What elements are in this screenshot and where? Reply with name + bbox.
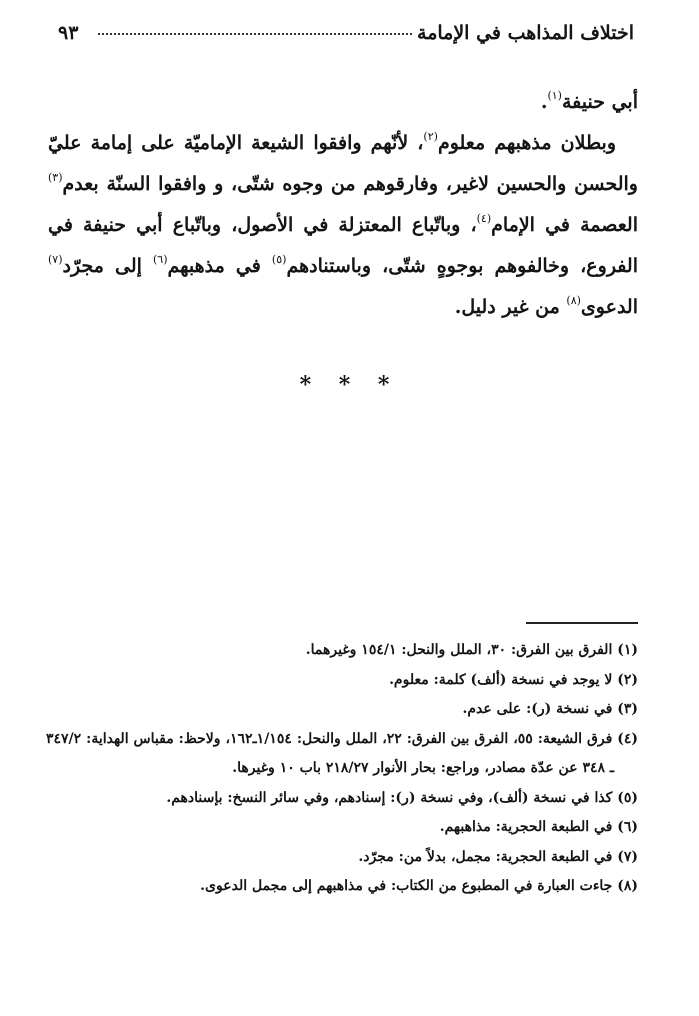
footnote-7: (٧) في الطبعة الحجرية: مجمل، بدلاً من: مجرّد. (358, 848, 638, 865)
footnote-ref-7: (٧) (48, 253, 63, 266)
footnote-8: (٨) جاءت العبارة في المطبوع من الكتاب: في مذاهبهم إلى مجمل الدعوى. (200, 878, 638, 894)
section-separator: * * * (299, 372, 400, 398)
footnote-2: (٢) لا يوجد في نسخة (ألف) كلمة: معلوم. (389, 671, 638, 688)
footnote-divider (526, 622, 638, 624)
footnote-ref-5: (٥) (271, 253, 287, 266)
running-header (58, 22, 634, 52)
footnotes-list (46, 636, 638, 902)
page-number: ٩٣ (58, 22, 79, 44)
text-run: إلى مجرّد (62, 255, 153, 277)
text-run: . (540, 91, 548, 113)
footnote-3: (٣) في نسخة (ر): على عدم. (462, 701, 638, 717)
paragraph-main (48, 123, 638, 328)
footnote-ref-2: (٢) (423, 130, 438, 143)
footnote-ref-1: (١) (547, 89, 562, 102)
text-run: ، لأنّهم وافقوا الشيعة الإماميّة على إمامة عليّ والحسن والحسين لاغير، وفارقوهم من وجوه شتّى، و وافقوا السنّة بعدم (48, 132, 638, 195)
footnote-1: (١) الفرق بين الفرق: ٣٠، الملل والنحل: ١٥٤/١ وغيرهما. (305, 642, 638, 658)
footnote-6: (٦) في الطبعة الحجرية: مذاهبهم. (439, 819, 638, 835)
paragraph-continuation (48, 82, 638, 123)
text-run: العصمة في الإمام (491, 214, 639, 236)
footnote-4: (٤) فرق الشيعة: ٥٥، الفرق بين الفرق: ٢٢، الملل والنحل: ١/١٥٤ـ١٦٢، ولاحظ: مقباس الهداية: ٣٤٧/٢ ـ ٣٤٨ عن عدّة مصادر، وراجع: بحار الأنوار ٢١٨/٢٧ باب ١٠ وغيرها. (46, 730, 639, 776)
text-run: وبطلان مذهبهم معلوم (437, 132, 616, 154)
footnote-ref-6: (٦) (153, 253, 168, 266)
text-run: أبي حنيفة (561, 91, 638, 113)
footnote-ref-4: (٤) (476, 212, 492, 225)
text-run: من غير دليل. (454, 296, 567, 318)
header-title: اختلاف المذاهب في الإمامة (417, 22, 634, 44)
text-run: في مذهبهم (167, 255, 272, 277)
footnote-ref-3: (٣) (48, 171, 63, 184)
footnote-5: (٥) كذا في نسخة (ألف)، وفي نسخة (ر): إسنادهم، وفي سائر النسخ: بإسنادهم. (166, 789, 638, 806)
text-run: الدعوى (580, 296, 638, 318)
header-leader-dots (98, 32, 412, 35)
main-text (48, 82, 638, 328)
footnote-ref-8: (٨) (566, 294, 581, 307)
text-run: ، وباتّباع المعتزلة في الأصول، وباتّباع أبي حنيفة في الفروع، وخالفوهم بوجوهٍ شتّى، وباستنادهم (48, 214, 638, 277)
